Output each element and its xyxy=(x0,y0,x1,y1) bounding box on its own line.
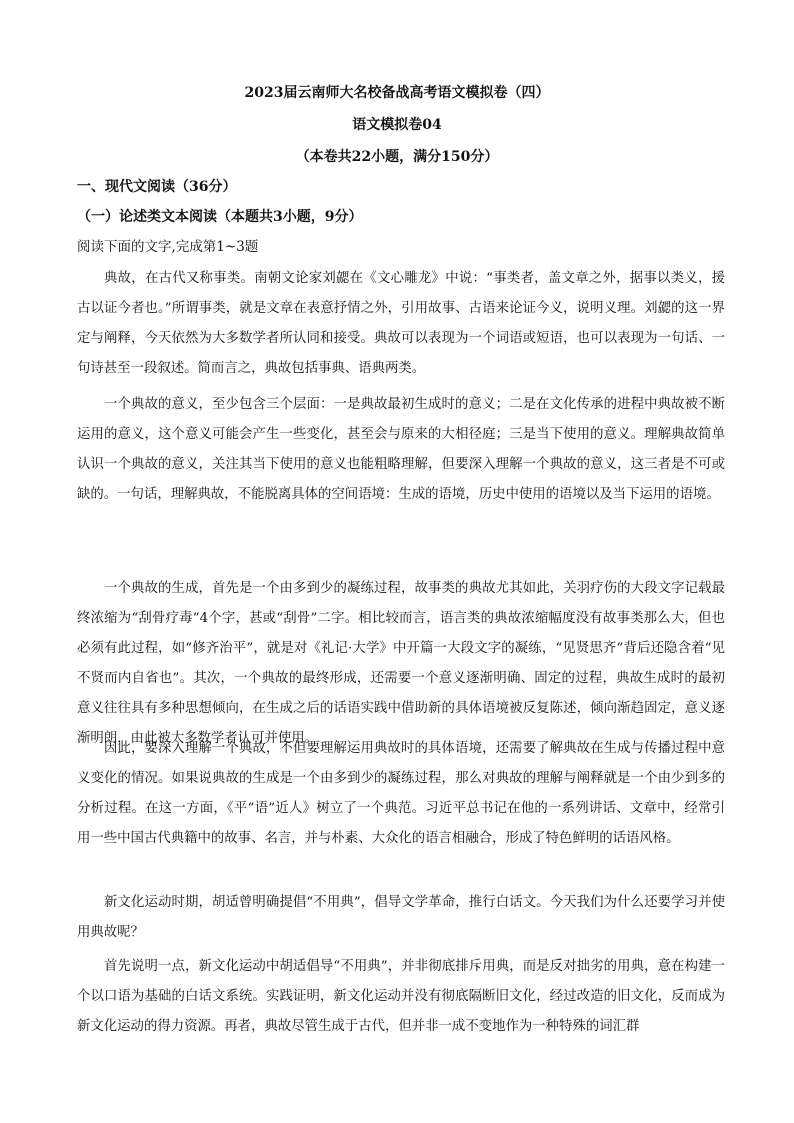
score-note: （本卷共22小题，满分150分） xyxy=(295,149,499,165)
paragraph: 因此，要深入理解一个典故，不但要理解运用典故时的具体语境，还需要了解典故在生成与传播过程中意义变化的情况。如果说典故的生成是一个由多到少的凝练过程，那么对典故的理解与阐释就是一个由少到多的分析过程。在这一方面，《平“语”近人》树立了一个典范。习近平总书记在他的一系列讲话、文章中，经常引用一些中国古代典籍中的故事、名言，并与朴素、大众化的语言相融合，形成了特色鲜明的话语风格。 xyxy=(77,741,725,846)
paragraph: 新文化运动时期，胡适曾明确提倡“不用典”，倡导文学革命，推行白话文。今天我们为什么还要学习并使用典故呢？ xyxy=(77,895,725,940)
paragraph: 首先说明一点，新文化运动中胡适倡导“不用典”，并非彻底排斥用典，而是反对拙劣的用典，意在构建一个以口语为基础的白话文系统。实践证明，新文化运动并没有彻底隔断旧文化，经过改造的旧文化，反而成为新文化运动的得力资源。再者，典故尽管生成于古代，但并非一成不变地作为一种特殊的词汇群 xyxy=(77,959,725,1034)
paragraph: 一个典故的生成，首先是一个由多到少的凝练过程，故事类的典故尤其如此，关羽疗伤的大段文字记载最终浓缩为“刮骨疗毒”4个字，甚或“刮骨”二字。相比较而言，语言类的典故浓缩幅度没有故事类那么大，但也必须有此过程，如“修齐治平”，就是对《礼记·大学》中开篇一大段文字的凝练，“见贤思齐”背后还隐含着“见不贤而内自省也”。其次，一个典故的最终形成，还需要一个意义逐渐明确、固定的过程，典故生成时的最初意义往往具有多种思想倾向，在生成之后的话语实践中借助新的具体语境被反复陈述，倾向渐趋固定，意义逐渐明朗，由此被大多数学者认可并使用。 xyxy=(77,581,725,746)
document-subtitle: 语文模拟卷04 xyxy=(352,117,442,133)
paragraph: 一个典故的意义，至少包含三个层面：一是典故最初生成时的意义；二是在文化传承的进程中典故被不断运用的意义，这个意义可能会产生一些变化，甚至会与原来的大相径庭；三是当下使用的意义。理解典故简单认识一个典故的意义，关注其当下使用的意义也能粗略理解，但要深入理解一个典故的意义，这三者是不可或缺的。一句话，理解典故，不能脱离具体的空间语境：生成的语境，历史中使用的语境以及当下运用的语境。 xyxy=(77,397,725,502)
section-heading: 一、现代文阅读（36分） xyxy=(77,179,237,195)
reading-instruction: 阅读下面的文字,完成第1~3题 xyxy=(77,239,259,255)
subsection-heading: （一）论述类文本阅读（本题共3小题，9分） xyxy=(77,209,363,225)
paragraph: 典故，在古代又称事类。南朝文论家刘勰在《文心雕龙》中说：“事类者，盖文章之外，据事以类义，援古以证今者也。”所谓事类，就是文章在表意抒情之外，引用故事、古语来论证今义，说明义理。刘勰的这一界定与阐释，今天依然为大多数学者所认同和接受。典故可以表现为一个词语或短语，也可以表现为一句话、一句诗甚至一段叙述。简而言之，典故包括事典、语典两类。 xyxy=(77,271,725,376)
document-title: 2023届云南师大名校备战高考语文模拟卷（四） xyxy=(244,85,550,101)
